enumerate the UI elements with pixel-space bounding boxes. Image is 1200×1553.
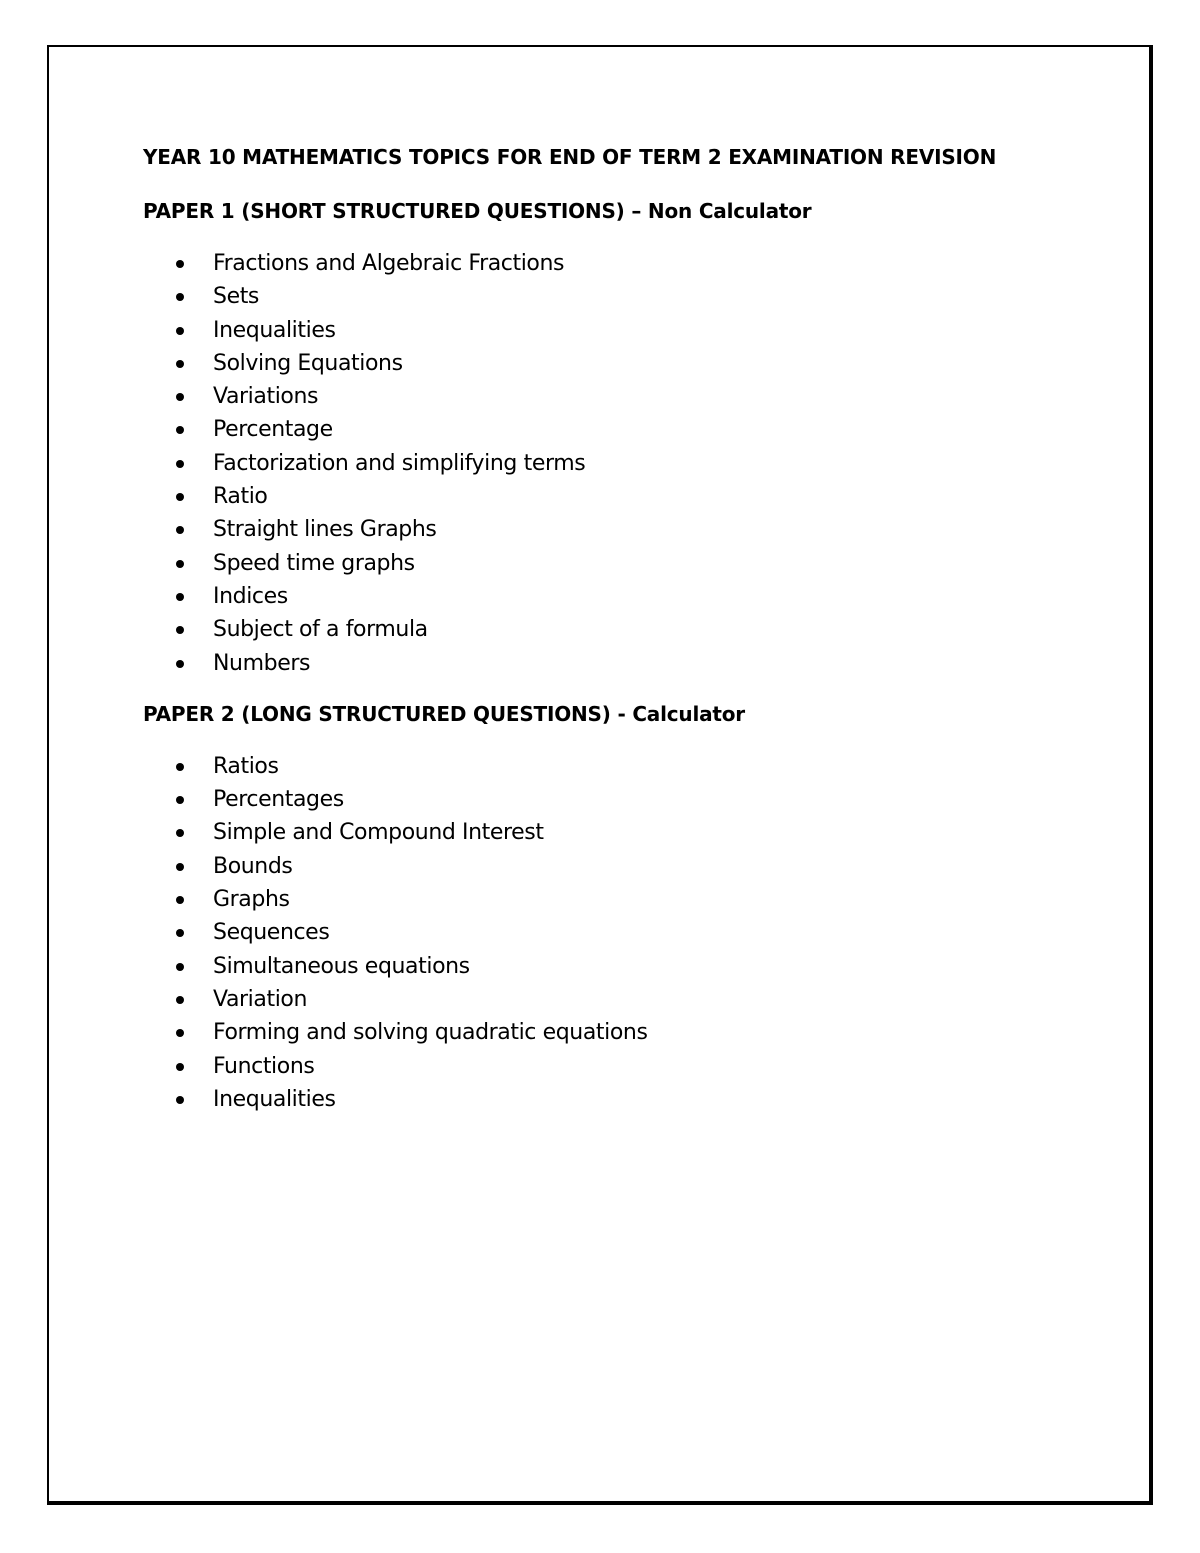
- list-item: [143, 547, 1103, 580]
- topic-label: Bounds: [213, 853, 293, 879]
- topic-label: Speed time graphs: [213, 550, 415, 576]
- bullet-icon: [176, 796, 184, 804]
- bullet-icon: [176, 929, 184, 937]
- list-item: [143, 783, 1103, 816]
- bullet-icon: [176, 896, 184, 904]
- topic-label: Sets: [213, 284, 259, 310]
- topic-label: Forming and solving quadratic equations: [213, 1020, 648, 1046]
- bullet-icon: [176, 593, 184, 601]
- topic-label: Inequalities: [213, 317, 336, 343]
- bullet-icon: [176, 1063, 184, 1071]
- bullet-icon: [176, 460, 184, 468]
- list-item: [143, 883, 1103, 916]
- topic-label: Percentages: [213, 787, 344, 813]
- topic-label: Straight lines Graphs: [213, 517, 437, 543]
- topic-label: Ratios: [213, 753, 279, 779]
- bullet-icon: [176, 327, 184, 335]
- bullet-icon: [176, 493, 184, 501]
- list-item: [143, 613, 1103, 646]
- topic-label: Simple and Compound Interest: [213, 820, 544, 846]
- topic-label: Numbers: [213, 650, 311, 676]
- document-body: [143, 143, 1103, 1136]
- list-item: [143, 247, 1103, 280]
- topic-label: Functions: [213, 1053, 315, 1079]
- paper-1-topic-list: [143, 247, 1103, 680]
- document-title: YEAR 10 MATHEMATICS TOPICS FOR END OF TERM 2 EXAMINATION REVISION: [143, 145, 997, 169]
- bullet-icon: [176, 626, 184, 634]
- topic-label: Solving Equations: [213, 350, 403, 376]
- bullet-icon: [176, 1096, 184, 1104]
- list-item: [143, 1083, 1103, 1116]
- topic-label: Subject of a formula: [213, 617, 428, 643]
- list-item: [143, 347, 1103, 380]
- bullet-icon: [176, 963, 184, 971]
- topic-label: Factorization and simplifying terms: [213, 450, 586, 476]
- paper-1-heading: PAPER 1 (SHORT STRUCTURED QUESTIONS) – Non Calculator: [143, 199, 812, 223]
- list-item: [143, 816, 1103, 849]
- bullet-icon: [176, 426, 184, 434]
- bullet-icon: [176, 293, 184, 301]
- bullet-icon: [176, 360, 184, 368]
- list-item: [143, 513, 1103, 546]
- topic-label: Ratio: [213, 484, 268, 510]
- list-item: [143, 850, 1103, 883]
- list-item: [143, 916, 1103, 949]
- topic-label: Fractions and Algebraic Fractions: [213, 251, 565, 276]
- bullet-icon: [176, 763, 184, 771]
- list-item: [143, 983, 1103, 1016]
- list-item: [143, 447, 1103, 480]
- bullet-icon: [176, 1029, 184, 1037]
- list-item: [143, 647, 1103, 680]
- bullet-icon: [176, 996, 184, 1004]
- bullet-icon: [176, 863, 184, 871]
- list-item: [143, 950, 1103, 983]
- list-item: [143, 1050, 1103, 1083]
- list-item: [143, 314, 1103, 347]
- topic-label: Inequalities: [213, 1086, 336, 1112]
- topic-label: Sequences: [213, 920, 330, 946]
- bullet-icon: [176, 526, 184, 534]
- list-item: [143, 380, 1103, 413]
- bullet-icon: [176, 660, 184, 668]
- bullet-icon: [176, 393, 184, 401]
- list-item: [143, 413, 1103, 446]
- list-item: [143, 580, 1103, 613]
- topic-label: Simultaneous equations: [213, 953, 470, 979]
- list-item: [143, 750, 1103, 783]
- bullet-icon: [176, 260, 184, 268]
- bullet-icon: [176, 829, 184, 837]
- list-item: [143, 1016, 1103, 1049]
- list-item: [143, 480, 1103, 513]
- topic-label: Indices: [213, 583, 288, 609]
- list-item: [143, 280, 1103, 313]
- topic-label: Graphs: [213, 887, 290, 913]
- paper-2-heading: PAPER 2 (LONG STRUCTURED QUESTIONS) - Calculator: [143, 701, 745, 726]
- paper-2-topic-list: [143, 750, 1103, 1116]
- bullet-icon: [176, 560, 184, 568]
- topic-label: Percentage: [213, 417, 333, 443]
- topic-label: Variations: [213, 384, 319, 410]
- topic-label: Variation: [213, 986, 308, 1012]
